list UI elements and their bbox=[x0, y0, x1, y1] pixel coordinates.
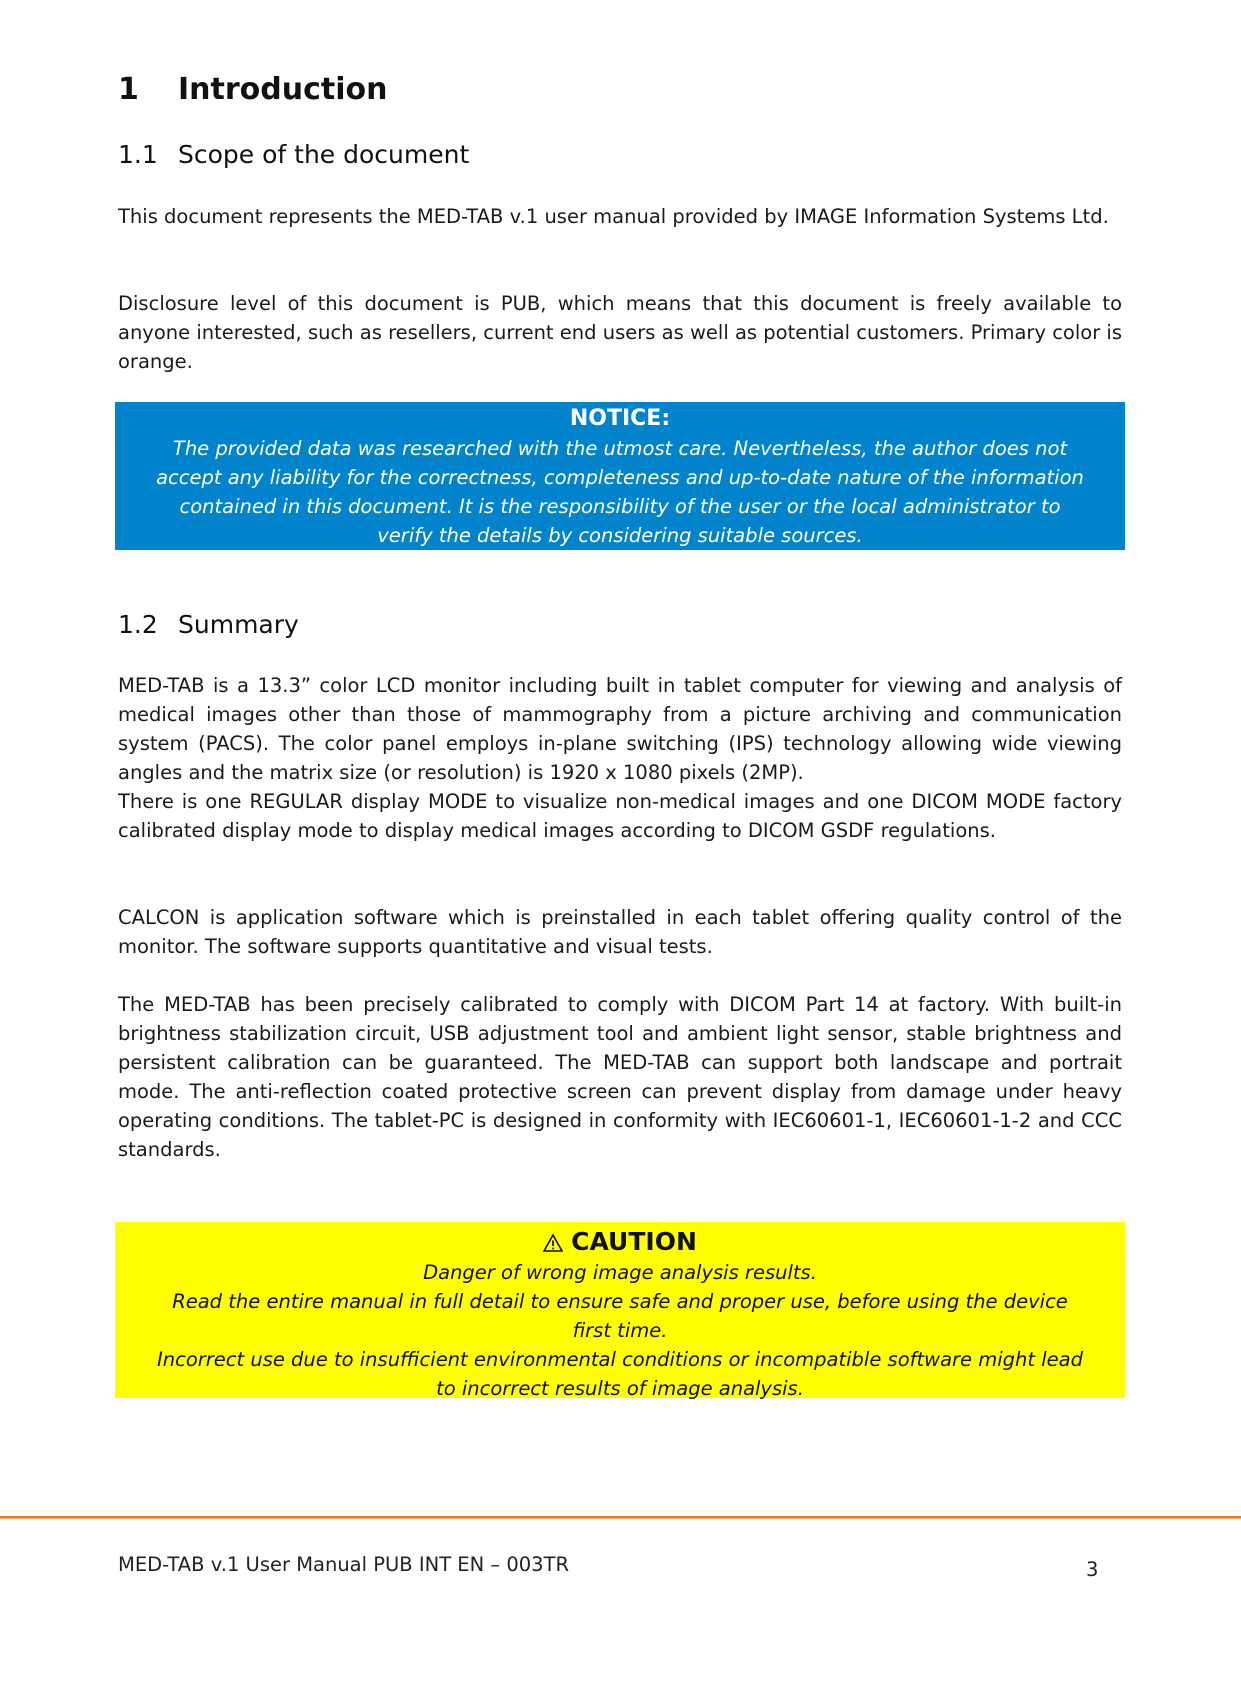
summary-paragraph-1: MED-TAB is a 13.3” color LCD monitor including built in tablet computer for viewing and analysis of medical images other than those of mammography from a picture archiving and communication system (PACS). The color panel employs in-plane switching (IPS) technology allowing wide viewing angles and the matrix size (or resolution) is 1920 x 1080 pixels (2MP). bbox=[118, 674, 1122, 784]
notice-line: contained in this document. It is the responsibility of the user or the local administrator to bbox=[179, 495, 1061, 518]
caution-title: CAUTION bbox=[571, 1227, 697, 1256]
section-heading-scope bbox=[118, 140, 469, 169]
notice-line: accept any liability for the correctness, completeness and up-to-date nature of the information bbox=[156, 466, 1084, 489]
summary-paragraph-3: The MED-TAB has been precisely calibrated to comply with DICOM Part 14 at factory. With built-in brightness stabilization circuit, USB adjustment tool and ambient light sensor, stable brightness and persistent calibration can be guaranteed. The MED-TAB can support both landscape and portrait mode. The anti-reflection coated protective screen can prevent display from damage under heavy operating conditions. The tablet-PC is designed in conformity with IEC60601-1, IEC60601-1-2 and CCC standards. bbox=[118, 993, 1122, 1161]
caution-line: to incorrect results of image analysis. bbox=[436, 1377, 804, 1400]
footer-document-id: MED-TAB v.1 User Manual PUB INT EN – 003TR bbox=[118, 1553, 570, 1576]
scope-paragraph-2: Disclosure level of this document is PUB, which means that this document is freely available to anyone interested, such as resellers, current end users as well as potential customers. Primary color is orange. bbox=[118, 292, 1122, 373]
chapter-title: Introduction bbox=[178, 72, 388, 107]
notice-line: verify the details by considering suitable sources. bbox=[377, 524, 863, 547]
notice-box bbox=[115, 402, 1125, 550]
caution-line: Read the entire manual in full detail to ensure safe and proper use, before using the device bbox=[172, 1290, 1068, 1313]
section-heading-summary bbox=[118, 610, 299, 639]
section-title: Scope of the document bbox=[178, 140, 470, 169]
caution-box bbox=[115, 1222, 1125, 1398]
section-number: 1.2 bbox=[118, 610, 158, 639]
caution-title-row bbox=[115, 1226, 1125, 1258]
footer-divider bbox=[0, 1516, 1241, 1519]
caution-line: first time. bbox=[572, 1319, 668, 1342]
summary-paragraph-2: CALCON is application software which is preinstalled in each tablet offering quality control of the monitor. The software supports quantitative and visual tests. bbox=[118, 906, 1122, 958]
warning-triangle-icon bbox=[543, 1234, 563, 1252]
scope-paragraph-1: This document represents the MED-TAB v.1 user manual provided by IMAGE Information Systems Ltd. bbox=[118, 205, 1109, 228]
chapter-heading bbox=[118, 72, 387, 107]
caution-line: Danger of wrong image analysis results. bbox=[423, 1261, 817, 1284]
caution-line: Incorrect use due to insufficient environmental conditions or incompatible software might lead bbox=[156, 1348, 1083, 1371]
notice-title: NOTICE: bbox=[569, 406, 671, 431]
section-number: 1.1 bbox=[118, 140, 158, 169]
chapter-number: 1 bbox=[118, 72, 139, 107]
notice-line: The provided data was researched with the utmost care. Nevertheless, the author does not bbox=[172, 437, 1068, 460]
section-title: Summary bbox=[178, 610, 299, 639]
summary-paragraph-1b: There is one REGULAR display MODE to visualize non-medical images and one DICOM MODE factory calibrated display mode to display medical images according to DICOM GSDF regulations. bbox=[118, 790, 1122, 842]
page-number: 3 bbox=[1086, 1558, 1099, 1581]
